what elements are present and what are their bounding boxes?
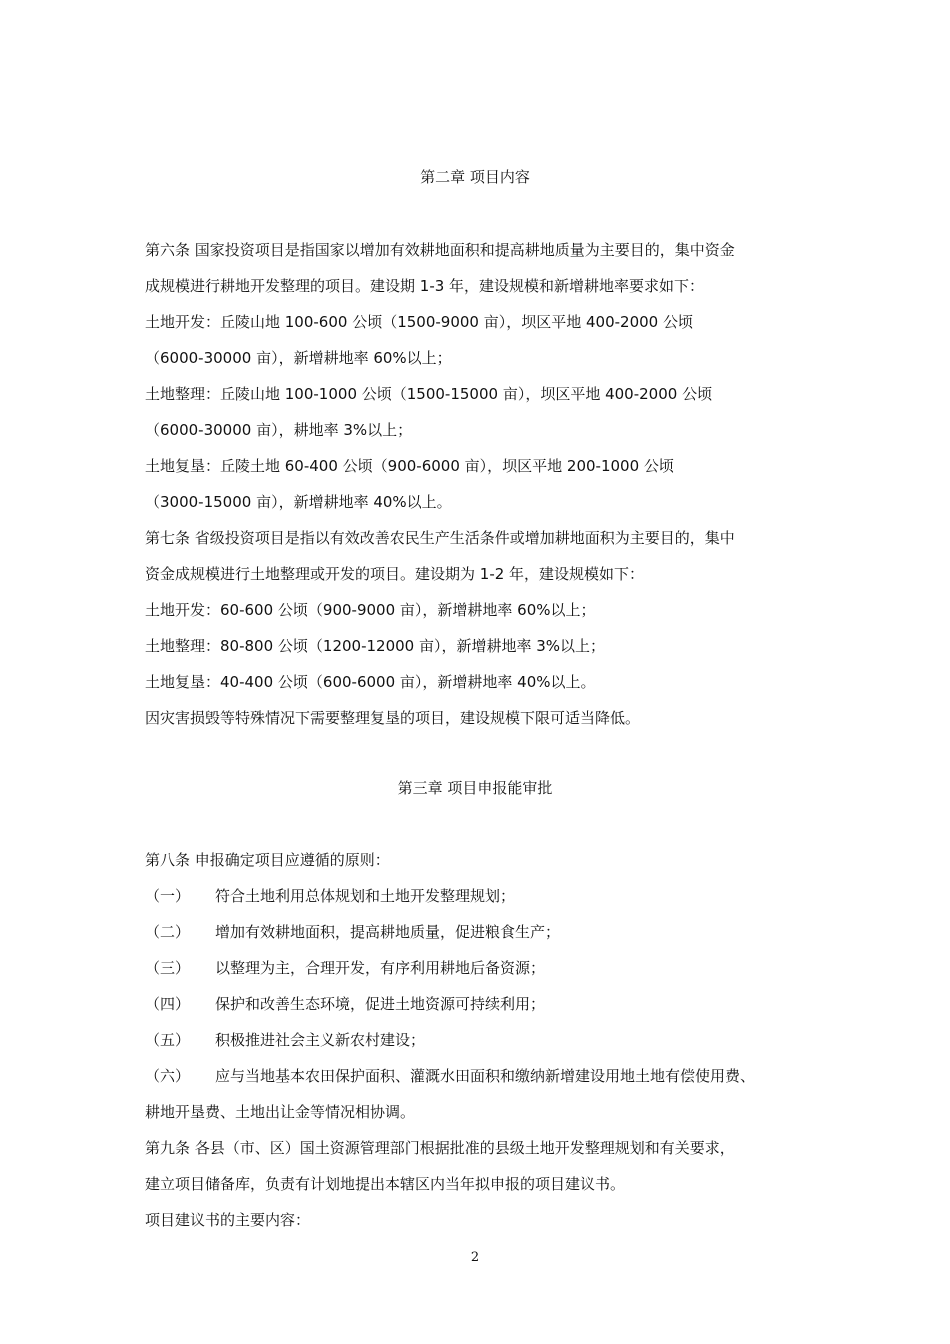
principle-item (145, 1058, 815, 1094)
text-line: （3000-15000 亩），新增耕地率 40%以上。 (145, 493, 452, 511)
chapter-2-title: 第二章 项目内容 (420, 168, 530, 186)
text-line: （6000-30000 亩），耕地率 3%以上； (145, 421, 413, 439)
principle-text: 增加有效耕地面积，提高耕地质量，促进粮食生产； (215, 923, 561, 941)
text-line: 土地开发：60-600 公顷（900-9000 亩），新增耕地率 60%以上； (145, 601, 596, 619)
principle-6-continuation: 耕地开垦费、土地出让金等情况相协调。 (145, 1103, 416, 1121)
principle-text: 以整理为主，合理开发，有序利用耕地后备资源； (215, 959, 546, 977)
principle-text: 符合土地利用总体规划和土地开发整理规划； (215, 887, 516, 905)
article-9-line: 建立项目储备库，负责有计划地提出本辖区内当年拟申报的项目建议书。 (145, 1175, 626, 1193)
principle-item (145, 914, 815, 950)
chapter-3-body (145, 842, 815, 1238)
principle-marker: （三） (145, 959, 191, 977)
principle-text: 积极推进社会主义新农村建设； (215, 1031, 426, 1049)
text-line: 土地整理：丘陵山地 100-1000 公顷（1500-15000 亩），坝区平地 400-2000 公顷 (145, 385, 713, 403)
text-line: 因灾害损毁等特殊情况下需要整理复垦的项目，建设规模下限可适当降低。 (145, 709, 641, 727)
principle-item (145, 878, 815, 914)
text-line: 资金成规模进行土地整理或开发的项目。建设期为 1-2 年，建设规模如下： (145, 565, 645, 583)
article-9-line: 项目建议书的主要内容： (145, 1211, 311, 1229)
text-line: 土地复垦：丘陵土地 60-400 公顷（900-6000 亩），坝区平地 200-1000 公顷 (145, 457, 674, 475)
chapter-3-title: 第三章 项目申报能审批 (397, 779, 553, 797)
principle-item (145, 950, 815, 986)
principle-item (145, 1022, 815, 1058)
article-8-line: 第八条 申报确定项目应遵循的原则： (145, 851, 390, 869)
principle-marker: （一） (145, 887, 191, 905)
text-line: 土地开发：丘陵山地 100-600 公顷（1500-9000 亩），坝区平地 400-2000 公顷 (145, 313, 693, 331)
principle-text: 应与当地基本农田保护面积、灌溉水田面积和缴纳新增建设用地土地有偿使用费、 (215, 1067, 756, 1085)
page-number: 2 (470, 1250, 480, 1265)
principle-marker: （五） (145, 1031, 191, 1049)
text-line: 第六条 国家投资项目是指国家以增加有效耕地面积和提高耕地质量为主要目的，集中资金 (145, 241, 735, 259)
text-line: 第七条 省级投资项目是指以有效改善农民生产生活条件或增加耕地面积为主要目的，集中 (145, 529, 735, 547)
text-line: 成规模进行耕地开发整理的项目。建设期 1-3 年，建设规模和新增耕地率要求如下： (145, 277, 705, 295)
article-9-line: 第九条 各县（市、区）国土资源管理部门根据批准的县级土地开发整理规划和有关要求， (145, 1139, 735, 1157)
principle-text: 保护和改善生态环境，促进土地资源可持续利用； (215, 995, 546, 1013)
text-line: 土地整理：80-800 公顷（1200-12000 亩），新增耕地率 3%以上； (145, 637, 606, 655)
text-line: 土地复垦：40-400 公顷（600-6000 亩），新增耕地率 40%以上。 (145, 673, 596, 691)
principle-marker: （六） (145, 1067, 191, 1085)
chapter-2-body (145, 232, 815, 736)
text-line: （6000-30000 亩），新增耕地率 60%以上； (145, 349, 452, 367)
principle-marker: （二） (145, 923, 191, 941)
principle-item (145, 986, 815, 1022)
principle-marker: （四） (145, 995, 191, 1013)
